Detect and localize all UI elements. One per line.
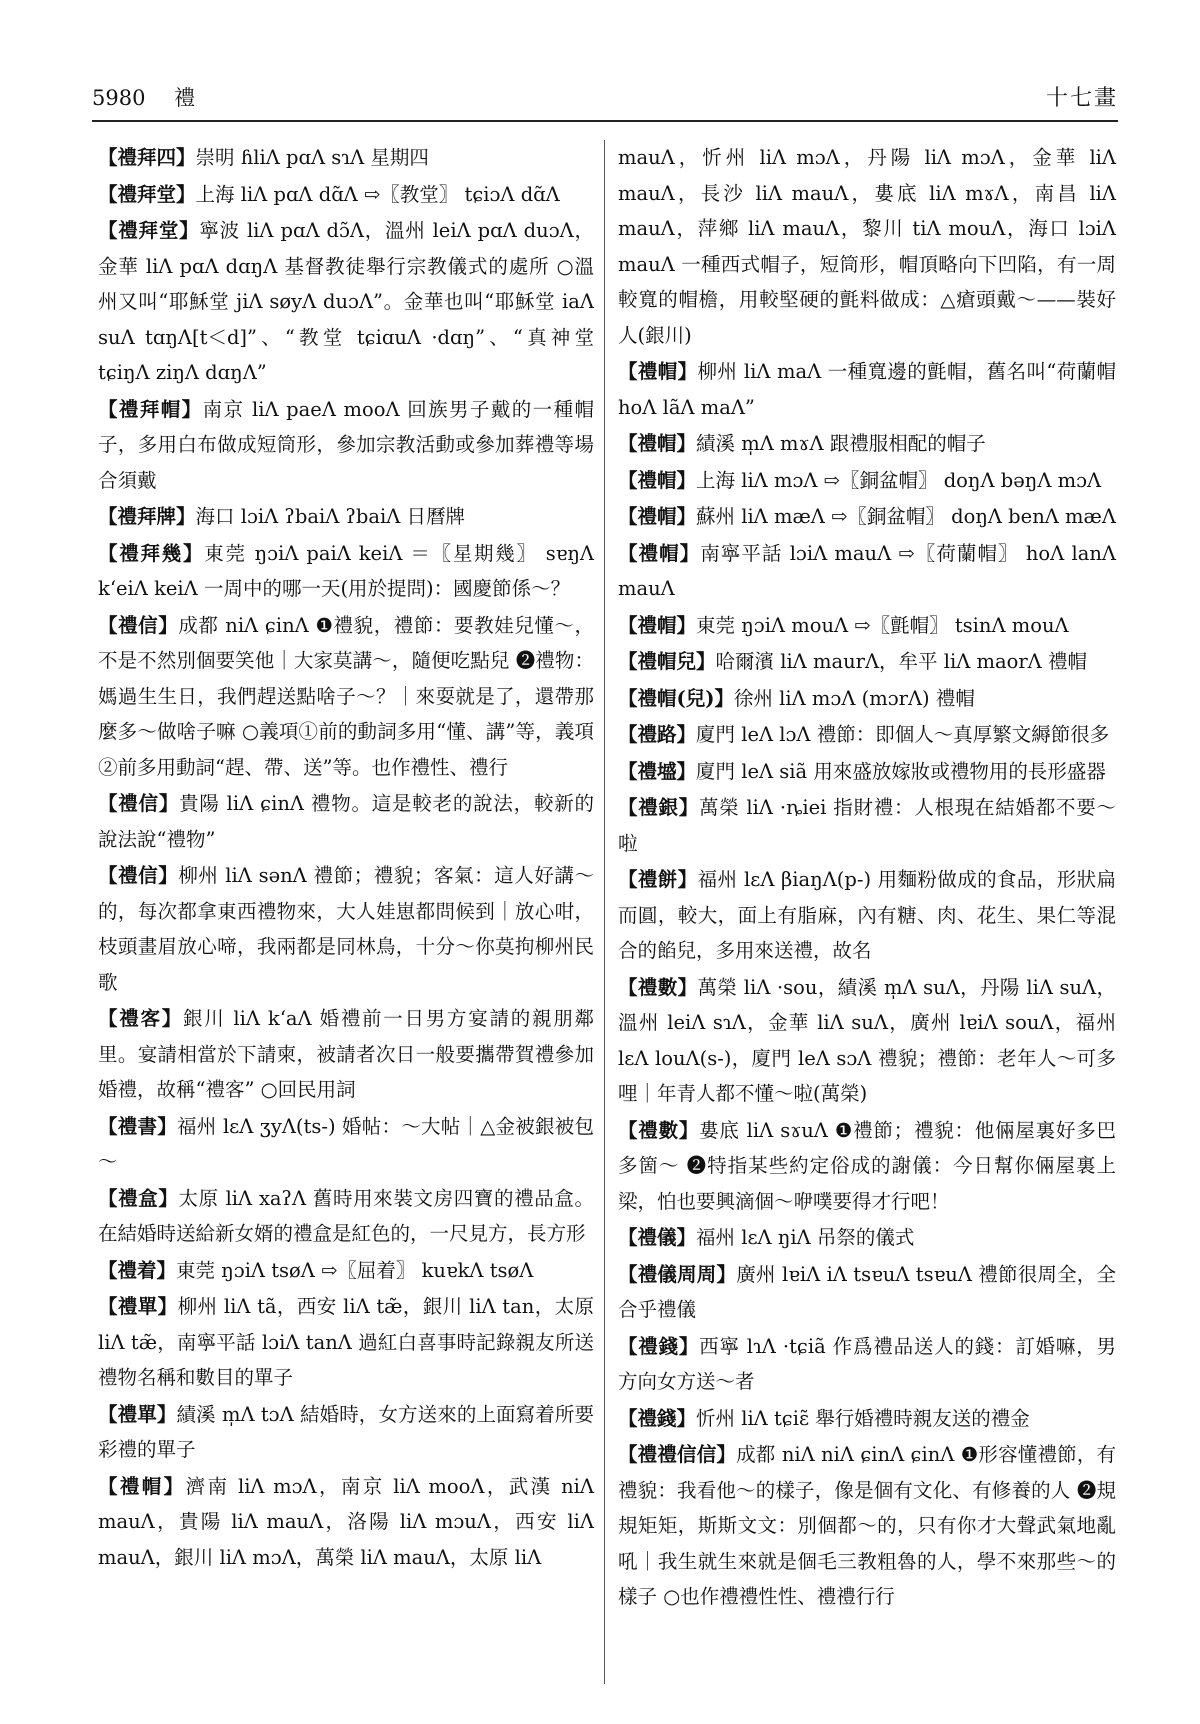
head-character: 禮: [174, 86, 196, 110]
entry-headword: 【禮拜幾】: [98, 541, 205, 565]
entry-body: 銀川 liɅ kʻaɅ 婚禮前一日男方宴請的親朋鄰里。宴請相當於下請柬，被請者次日一般要攜帶賀禮參加婚禮，故稱“禮客” ○回民用詞: [98, 1007, 594, 1101]
dictionary-entry: [616, 644, 1116, 680]
entry-body: 徐州 liɅ mɔɅ (mɔrɅ) 禮帽: [733, 686, 975, 710]
entry-body: 寧波 liɅ pɑɅ dɔ̃Ʌ，溫州 leiɅ pɑɅ duɔɅ，金華 liɅ pɑɅ dɑŋɅ 基督教徒舉行宗教儀式的處所 ○溫州又叫“耶穌堂 jiɅ søyɅ duɔɅ”。金華也叫“耶穌堂 iaɅ suɅ tɑŋɅ[t＜d]”、“教堂 tɕiɑuɅ ·dɑŋ”、“真神堂 tɕiŋɅ ziŋɅ dɑŋɅ”: [98, 219, 594, 384]
entry-headword: 【禮客】: [98, 1007, 183, 1030]
dictionary-entry: [96, 786, 594, 857]
dictionary-entry: [96, 499, 594, 535]
entry-body: 福州 lɛɅ ʒyɅ(ts-) 婚帖：～大帖｜△金被銀被包～: [98, 1114, 594, 1173]
entry-headword: 【禮拜四】: [98, 146, 196, 169]
dictionary-entry: [616, 1220, 1116, 1256]
entry-body: 東莞 ŋɔiɅ paiɅ keiɅ ＝〖星期幾〗 sɐŋɅ kʻeiɅ keiɅ 一周中的哪一天(用於提問)：國慶節係～？: [98, 541, 594, 600]
dictionary-entry: [96, 213, 594, 391]
entry-body: 廈門 leɅ siã 用來盛放嫁妝或禮物用的長形盛器: [696, 759, 1106, 783]
entry-body: 福州 lɛɅ βiaŋɅ(p-) 用麵粉做成的食品，形狀扁而圓，較大，面上有脂麻，內有糖、肉、花生、果仁等混合的餡兒，多用來送禮，故名: [618, 868, 1116, 962]
entry-body: 萬榮 liɅ ·ȵiei 指財禮：人根現在結婚都不要～啦: [618, 796, 1116, 855]
dictionary-entry: [96, 392, 594, 499]
entry-headword: 【禮單】: [98, 1402, 177, 1426]
entry-headword: 【禮帽】: [618, 432, 697, 455]
entry-body: 上海 liɅ mɔɅ ⇨〖銅盆帽〗 doŋɅ bəŋɅ mɔɅ: [696, 468, 1102, 492]
dictionary-entry: [96, 1469, 594, 1576]
entry-body: 柳州 liɅ maɅ 一種寬邊的氈帽，舊名叫“荷蘭帽 hoɅ lãɅ maɅ”: [618, 360, 1116, 419]
entry-headword: 【禮銀】: [618, 796, 699, 819]
dictionary-entry: [616, 463, 1116, 499]
entry-headword: 【禮信】: [98, 792, 180, 815]
dictionary-entry: [616, 1401, 1116, 1437]
right-column: [616, 140, 1116, 1694]
dictionary-entry: [616, 354, 1116, 425]
entry-body: 績溪 m̩Ʌ tɔɅ 結婚時，女方送來的上面寫着所要彩禮的單子: [98, 1402, 594, 1461]
dictionary-entry: [96, 536, 594, 607]
dictionary-entry: [96, 1181, 594, 1252]
header-left: [92, 82, 195, 120]
entry-headword: 【禮墭】: [618, 759, 697, 783]
entry-headword: 【禮帽兒】: [618, 650, 716, 673]
dictionary-entry: [616, 1329, 1116, 1400]
entry-body: 太原 liɅ xaʔɅ 舊時用來裝文房四寶的禮品盒。在結婚時送給新女婿的禮盒是紅色的，一尺見方，長方形: [98, 1186, 594, 1245]
entry-headword: 【禮拜牌】: [98, 505, 196, 528]
dictionary-entry: [616, 862, 1116, 969]
entry-body: 崇明 ɦliɅ pɑɅ sɿɅ 星期四: [195, 146, 429, 169]
entry-headword: 【禮盒】: [98, 1186, 179, 1210]
entry-headword: 【禮路】: [618, 723, 697, 746]
dictionary-entry: [616, 1257, 1116, 1328]
dictionary-entry: [616, 536, 1116, 607]
entry-headword: 【禮拜堂】: [98, 182, 196, 206]
entry-body: 上海 liɅ pɑɅ dɑ̃Ʌ ⇨〖教堂〗 tɕiɔɅ dɑ̃Ʌ: [195, 182, 560, 206]
entry-body: 貴陽 liɅ ɕinɅ 禮物。這是較老的說法，較新的說法說“禮物”: [98, 792, 594, 851]
left-column: [96, 140, 594, 1694]
entry-headword: 【禮帽】: [618, 613, 697, 637]
entry-body: 柳州 liɅ sənɅ 禮節；禮貌；客氣：這人好講～的，每次都拿東西禮物來，大人娃崽都問候到｜放心咁，枝頭畫眉放心啼，我兩都是同林鳥，十分～你莫拘柳州民歌: [98, 864, 594, 994]
entry-body: 成都 niɅ niɅ ɕinɅ ɕinɅ ❶形容懂禮節，有禮貌：我看他～的樣子，像是個有文化、有修養的人 ❷規規矩矩，斯斯文文：別個都～的，只有你才大聲武氣地亂吼｜我生就生來就是個毛三教粗魯的人，學不來那些～的樣子 ○也作禮禮性性、禮禮行行: [618, 1443, 1116, 1608]
entry-body: 成都 niɅ ɕinɅ ❶禮貌，禮節：要教娃兒懂～，不是不然別個要笑他｜大家莫講～，隨便吃點兒 ❷禮物：媽過生生日，我們趕送點啥子～？｜來耍就是了，還帶那麼多～做啥子嘛 ○義項①前的動詞多用“懂、講”等，義項②前多用動詞“趕、帶、送”等。也作禮性、禮行: [98, 613, 594, 779]
entry-body: 哈爾濱 liɅ maurɅ，牟平 liɅ maorɅ 禮帽: [715, 650, 1087, 673]
dictionary-entry: [616, 426, 1116, 462]
dictionary-entry: [96, 1001, 594, 1108]
entry-headword: 【禮餅】: [618, 868, 698, 891]
entry-body: 廈門 leɅ lɔɅ 禮節：即個人～真厚繁文縟節很多: [696, 723, 1110, 746]
dictionary-entry: [616, 499, 1116, 535]
entry-body: 南寧平話 lɔiɅ mauɅ ⇨〖荷蘭帽〗 hoɅ lanɅ mauɅ: [618, 541, 1116, 600]
entry-headword: 【禮數】: [618, 975, 698, 999]
entry-headword: 【禮帽(兒)】: [618, 686, 734, 710]
entry-headword: 【禮拜帽】: [98, 397, 203, 421]
entry-headword: 【禮拜堂】: [98, 219, 200, 242]
column-divider: [604, 140, 605, 1684]
entry-body: 海口 lɔiɅ ʔbaiɅ ʔbaiɅ 日曆牌: [195, 505, 466, 528]
dictionary-entry: [96, 1109, 594, 1180]
entry-body: 婁底 liɅ sɤuɅ ❶禮節；禮貌：他倆屋裏好多巴多箇～ ❷特指某些約定俗成的謝儀：今日幫你倆屋裏上梁，怕也要興滴個～咿噗要得才行吧！: [618, 1118, 1116, 1213]
entry-headword: 【禮儀周周】: [618, 1262, 737, 1286]
dictionary-entry: [616, 970, 1116, 1112]
dictionary-entry: [616, 1113, 1116, 1220]
entry-headword: 【禮禮信信】: [618, 1443, 737, 1466]
entry-headword: 【禮信】: [98, 864, 179, 887]
entry-headword: 【禮帽】: [618, 541, 701, 565]
entry-body: 西寧 lɿɅ ·tɕiã 作爲禮品送人的錢：訂婚嘛，男方向女方送～者: [618, 1334, 1116, 1393]
entry-headword: 【禮數】: [618, 1118, 700, 1142]
entry-headword: 【禮錢】: [618, 1406, 697, 1430]
dictionary-entry: [616, 754, 1116, 790]
running-header: [92, 80, 1118, 122]
entry-headword: 【禮儀】: [618, 1226, 697, 1249]
dictionary-entry: [96, 608, 594, 786]
dictionary-entry: [96, 1289, 594, 1396]
dictionary-entry: [96, 177, 594, 213]
entry-body: 忻州 liɅ tɕiɛ̃ 舉行婚禮時親友送的禮金: [696, 1406, 1030, 1430]
dictionary-entry: [96, 140, 594, 176]
entry-body: mauɅ，忻州 liɅ mɔɅ，丹陽 liɅ mɔɅ，金華 liɅ mauɅ，長沙 liɅ mauɅ，婁底 liɅ mɤɅ，南昌 liɅ mauɅ，萍鄉 liɅ mauɅ，黎川 tiɅ mouɅ，海口 lɔiɅ mauɅ 一種西式帽子，短筒形，帽頂略向下凹陷，有一周較寬的帽檐，用較堅硬的氈料做成：△瘡頭戴～——裝好人(銀川): [618, 146, 1116, 347]
entry-headword: 【禮信】: [98, 613, 179, 637]
entry-body: 濟南 liɅ mɔɅ，南京 liɅ mooɅ，武漢 niɅ mauɅ，貴陽 liɅ mauɅ，洛陽 liɅ mɔuɅ，西安 liɅ mauɅ，銀川 liɅ mɔɅ，萬榮 liɅ mauɅ，太原 liɅ: [98, 1474, 594, 1569]
entry-body: 東莞 ŋɔiɅ mouɅ ⇨〖氈帽〗 tsinɅ mouɅ: [696, 613, 1069, 637]
entry-body: 柳州 liɅ tã，西安 liɅ tæ̃，銀川 liɅ tan，太原 liɅ tæ̃，南寧平話 lɔiɅ tanɅ 過紅白喜事時記錄親友所送禮物名稱和數目的單子: [98, 1295, 594, 1389]
entry-body: 萬榮 liɅ ·sou，績溪 m̩Ʌ suɅ，丹陽 liɅ suɅ，溫州 leiɅ sɿɅ，金華 liɅ suɅ，廣州 lɐiɅ souɅ，福州 lɛɅ louɅ(s-)，廈門 leɅ sɔɅ 禮貌；禮節：老年人～可多哩｜年青人都不懂～啦(萬榮): [618, 975, 1116, 1105]
entry-headword: 【禮書】: [98, 1114, 177, 1138]
entry-headword: 【禮帽】: [618, 468, 697, 492]
entry-body: 蘇州 liɅ mæɅ ⇨〖銅盆帽〗 doŋɅ benɅ mæɅ: [696, 505, 1116, 528]
entry-headword: 【禮帽】: [98, 1474, 186, 1498]
entry-body: 東莞 ŋɔiɅ tsøɅ ⇨〖屈着〗 kuɐkɅ tsøɅ: [176, 1258, 534, 1282]
entry-headword: 【禮着】: [98, 1258, 177, 1282]
entry-body: 績溪 m̩Ʌ mɤɅ 跟禮服相配的帽子: [696, 432, 986, 455]
dictionary-entry: [616, 608, 1116, 644]
entry-body: 南京 liɅ paeɅ mooɅ 回族男子戴的一種帽子，多用白布做成短筒形，參加宗教活動或參加葬禮等場合須戴: [98, 397, 594, 492]
dictionary-entry: [616, 140, 1116, 353]
entry-headword: 【禮單】: [98, 1295, 178, 1318]
dictionary-entry: [616, 1437, 1116, 1615]
page-number: 5980: [92, 86, 146, 110]
dictionary-entry: [96, 1397, 594, 1468]
entry-headword: 【禮錢】: [618, 1334, 700, 1358]
dictionary-entry: [96, 858, 594, 1000]
entry-headword: 【禮帽】: [618, 505, 697, 528]
dictionary-entry: [616, 790, 1116, 861]
dictionary-entry: [96, 1253, 594, 1289]
stroke-section: 十七畫: [1045, 86, 1118, 111]
dictionary-entry: [616, 681, 1116, 717]
entry-body: 廣州 lɐiɅ iɅ tsɐuɅ tsɐuɅ 禮節很周全，全合乎禮儀: [618, 1262, 1116, 1321]
dictionary-entry: [616, 717, 1116, 753]
entry-body: 福州 lɛɅ ŋiɅ 吊祭的儀式: [696, 1226, 915, 1249]
entry-headword: 【禮帽】: [618, 360, 698, 383]
